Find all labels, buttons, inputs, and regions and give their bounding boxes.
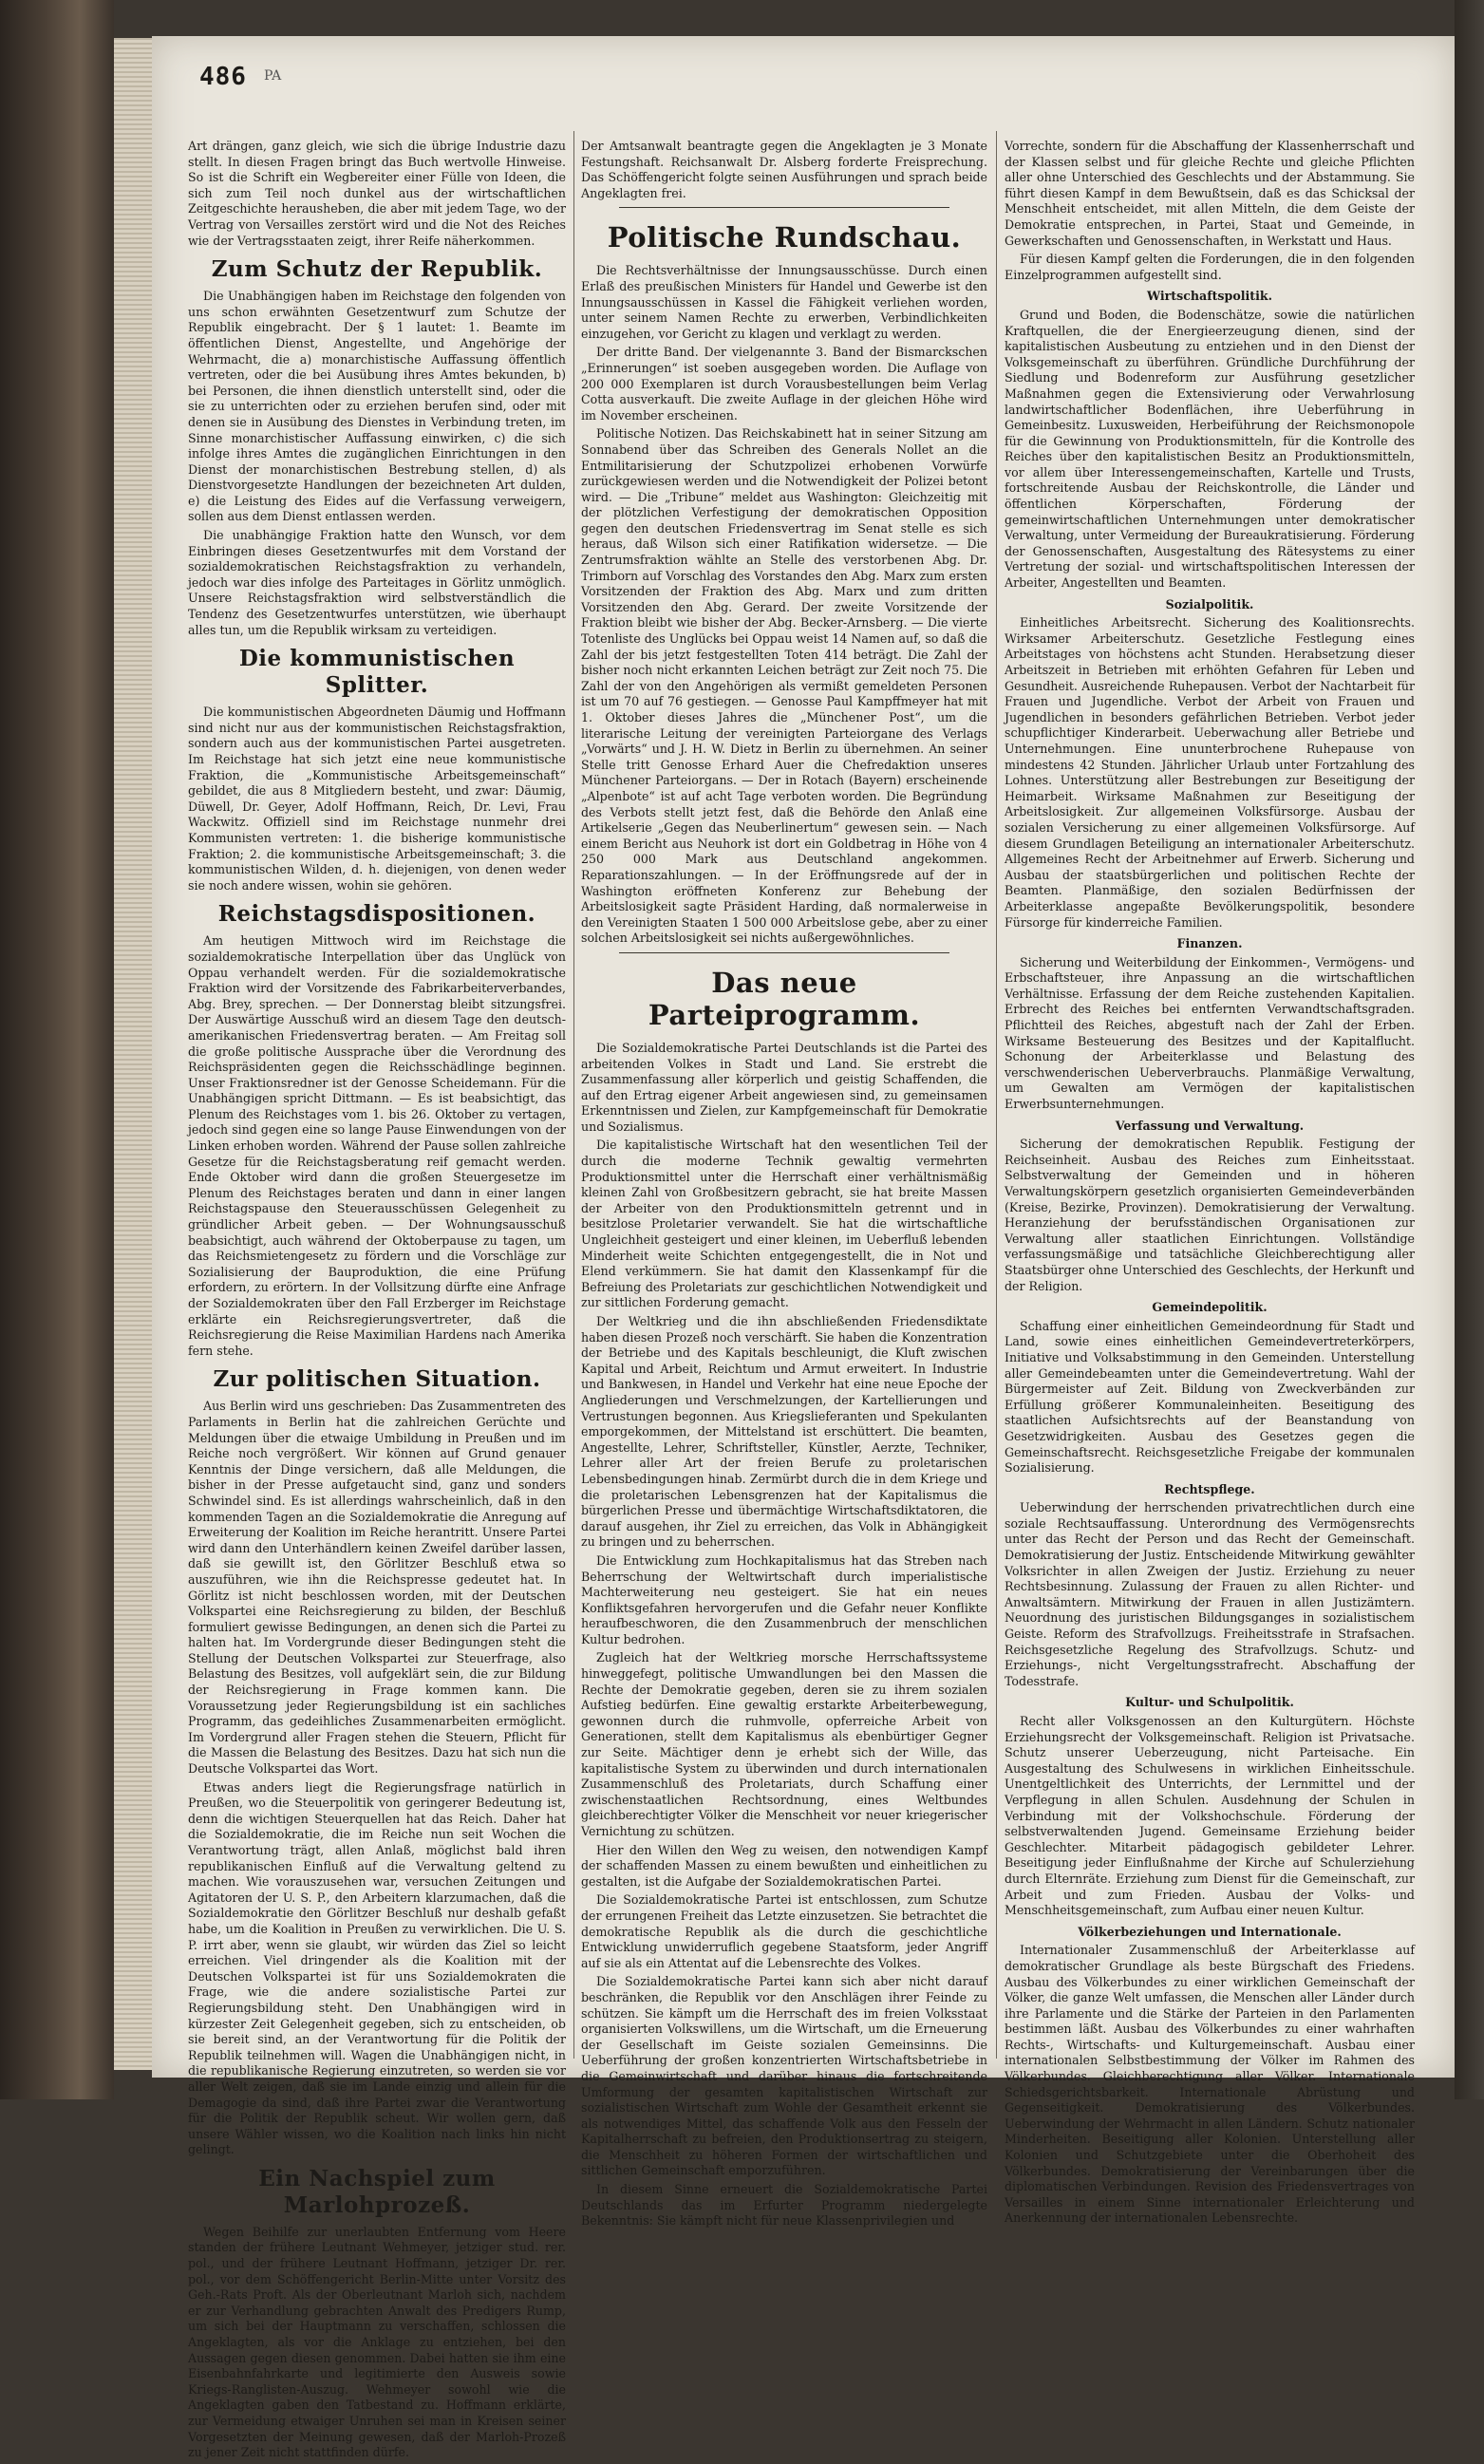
page-stack-edge xyxy=(114,38,152,2070)
paragraph: Die unabhängige Fraktion hatte den Wunsch, vor dem Einbringen dieses Gesetzentwurfes mit dem Vorstand der sozialdemokratischen Reichstagsfraktion zu verhandeln, jedoch war dies infolge des Parteitages in Görlitz unmöglich. Unsere Reichstagsfraktion wird selbstverständlich die Tendenz des Gesetzentwurfes unterstützen, wie überhaupt alles tun, um die Republik wirksam zu verteidigen. xyxy=(188,528,566,637)
paragraph: Aus Berlin wird uns geschrieben: Das Zusammentreten des Parlaments in Berlin hat die zahlreichen Gerüchte und Meldungen über die etwaige Umbildung in Preußen und im Reiche noch vergrößert. Wir können auf Grund genauer Kenntnis der Dinge versichern, daß alle Meldungen, die bisher in der Presse aufgetaucht sind, ganz und sonders Schwindel sind. Es ist allerdings wahrscheinlich, daß in den kommenden Tagen an die Sozialdemokratie die Anregung auf Erweiterung der Koalition im Reiche herantritt. Unsere Partei wird dann den Unterhändlern keinen Zweifel darüber lassen, daß sie gewillt ist, den Görlitzer Beschluß etwa so auszuführen, wie ihn die Reichspresse gedeutet hat. In Görlitz ist nicht beschlossen worden, mit der Deutschen Volkspartei eine Reichsregierung zu bilden, der Beschluß formuliert gewisse Bedingungen, an denen sich die Partei zu halten hat. Im Vordergrunde dieser Bedingungen steht die Stellung der Deutschen Volkspartei zur Steuerfrage, also Belastung des Besitzes, voll aufgeklärt sein, die zur Bildung der Reichsregierung in Frage kommen kann. Die Voraussetzung jeder Regierungsbildung ist ein sachliches Programm, das gedeihliches Zusammenarbeiten ermöglicht. Im Vordergrund aller Fragen stehen die Steuern, Pflicht für die Massen die Belastung des Besitzes. Dazu hat sich nun die Deutsche Volkspartei das Wort. xyxy=(188,1399,566,1777)
headline-neues-parteiprogramm: Das neue Parteiprogramm. xyxy=(648,966,921,1031)
paragraph: Der Amtsanwalt beantragte gegen die Angeklagten je 3 Monate Festungshaft. Reichsanwalt Dr. Alsberg forderte Freisprechung. Das Schöffengericht folgte seinen Ausführungen und sprach beide Angeklagten frei. xyxy=(581,139,987,200)
paragraph: Die Unabhängigen haben im Reichstage den folgenden von uns schon erwähnten Gesetzentwurf zum Schutze der Republik eingebracht. Der § 1 lautet: 1. Beamte im öffentlichen Dienst, Angestellte, und Angehörige der Wehrmacht, die a) monarchistische Auffassung öffentlich vertreten, oder die bei Ausübung ihres Amtes bekunden, b) bei Personen, die ihnen dienstlich unterstellt sind, oder die sie zu unterrichten oder zu erziehen berufen sind, oder mit denen sie in Ausübung des Dienstes in Verbindung treten, im Sinne monarchistischer Auffassung einwirken, c) die sich infolge ihres Amtes die zugänglichen Einrichtungen in den Dienst der monarchistischen Bestrebung stellen, d) als Dienstvorgesetzte Handlungen der bezeichneten Art dulden, e) die Leistung des Eides auf die Verfassung verweigern, sollen aus dem Dienst entlassen werden. xyxy=(188,289,566,524)
subheading-rechtspflege: Rechtspflege. xyxy=(1164,1481,1255,1496)
paragraph: In diesem Sinne erneuert die Sozialdemokratische Partei Deutschlands das im Erfurter Programm niedergelegte Bekenntnis: Sie kämpft nicht für neue Klassenprivilegien und xyxy=(581,2182,987,2229)
paragraph: Internationaler Zusammenschluß der Arbeiterklasse auf demokratischer Grundlage als beste Bürgschaft des Friedens. Ausbau des Völkerbundes zu einer wirklichen Gemeinschaft der Völker, die ganze Welt umfassen, die Menschen aller Länder durch ihre Parlamente und die Stärke der Parteien in den Parlamenten bestimmen läßt. Ausbau des Völkerbundes zu einer wahrhaften Rechts-, Wirtschafts- und Kulturgemeinschaft. Ausbau einer internationalen Selbstbestimmung der Völker im Rahmen des Völkerbundes. Gleichberechtigung aller Völker. Internationale Schiedsgerichtsbarkeit. Internationale Abrüstung und Gegenseitigkeit. Demokratisierung des Völkerbundes. Ueberwindung der Wehrmacht in allen Ländern. Schutz nationaler Minderheiten. Beseitigung aller Kolonien. Unterstellung aller Kolonien und Schutzgebiete unter die Oberhoheit des Völkerbundes. Demokratisierung der Vereinbarungen über die diplomatischen Verbindungen. Revision des Friedensvertrages von Versailles in einem Sinne internationaler Erleichterung und Anerkennung der internationalen Lebensrechte. xyxy=(1005,1943,1415,2226)
column-rule xyxy=(996,131,997,2059)
page-number: 486 xyxy=(199,63,247,91)
subheading-verfassung: Verfassung und Verwaltung. xyxy=(1115,1118,1305,1133)
paragraph: Die Sozialdemokratische Partei kann sich aber nicht darauf beschränken, die Republik vor den Anschlägen ihrer Feinde zu schützen. Sie kämpft um die Herrschaft des im freien Volksstaat organisierten Volkswillens, um die Wirtschaft, um die Erneuerung der Gesellschaft im Geiste sozialen Gemeinsinns. Die Ueberführung der großen konzentrierten Wirtschaftsbetriebe in die Gemeinwirtschaft und darüber hinaus die fortschreitende Umformung der gesamten kapitalistischen Wirtschaft zur sozialistischen Wirtschaft zum Wohle der Gesamtheit erkennt sie als notwendiges Mittel, das schaffende Volk aus den Fesseln der Kapitalherrschaft zu befreien, den Produktionsertrag zu steigern, die Menschheit zu höheren Formen der wirtschaftlichen und sittlichen Gemeinschaft emporzuführen. xyxy=(581,1974,987,2178)
paragraph: Wegen Beihilfe zur unerlaubten Entfernung vom Heere standen der frühere Leutnant Wehmeyer, jetziger stud. rer. pol., und der frühere Leutnant Hoffmann, jetziger Dr. rer. pol., vor dem Schöffengericht Berlin-Mitte unter Vorsitz des Geh.-Rats Proft. Als der Oberleutnant Marloh sich, nachdem er zur Verhandlung gebrachten Anwalt des Predigers Rump, um sich bei der Hauptmann zu verschaffen, schlossen die Angeklagten, als vor die Anklage zu entziehen, bei den Aussagen gegen diesen genommen. Dabei hatten sie ihm eine Eisenbahnfahrkarte und legitimierte den Ausweis sowie Kriegs-Ranglisten-Auszug. Wehmeyer sowohl wie die Angeklagten gaben den Tatbestand zu. Hoffmann erklärte, zur Vermeidung etwaiger Unruhen sei man in Kreisen seiner Vorgesetzten der Meinung gewesen, daß der Marloh-Prozeß zu jener Zeit nicht stattfinden dürfe. xyxy=(188,2224,566,2460)
paragraph: Art drängen, ganz gleich, wie sich die übrige Industrie dazu stellt. In diesen Fragen bringt das Buch wertvolle Hinweise. So ist die Schrift ein Wegbereiter einer Fülle von Ideen, die sich zum Teil noch dunkel aus der wirtschaftlichen Zeitgeschichte herausheben, die aber mit jedem Tage, wo der Vertrag von Versailles zerstört wird und die Not des Reiches wie der Vertragsstaaten zeigt, ihrer Reife näherkommen. xyxy=(188,139,566,248)
headline-nachspiel-marlohprozess: Ein Nachspiel zum Marlohprozeß. xyxy=(258,2165,496,2218)
book-binding xyxy=(0,0,114,2099)
column-3 xyxy=(1005,139,1415,2229)
paragraph: Grund und Boden, die Bodenschätze, sowie die natürlichen Kraftquellen, die der Energieerzeugung dienen, sind der kapitalistischen Ausbeutung zu entziehen und in den Dienst der Volksgemeinschaft zu überführen. Gründliche Durchführung der Siedlung und Bodenreform zur Ausführung gesetzlicher Maßnahmen gegen die Extensivierung oder Verwahrlosung landwirtschaftlicher Bodenflächen, ihre Ueberführung in Gemeinbesitz. Luxusweiden, Herbeiführung der Reichsmonopole für die Gewinnung von Produktionsmitteln, für die Kontrolle des Reiches über den kapitalistischen Besitz an Produktionsmitteln, vor allem über Interessengemeinschaften, Kartelle und Trusts, fortschreitende Ausbau der Reichskontrolle, die Länder und öffentlichen Körperschaften, Förderung der gemeinwirtschaftlichen Unternehmungen unter demokratischer Verwaltung, unter Vermeidung der Bureaukratisierung. Förderung der Genossenschaften, Ausgestaltung des Rätesystems zu einer Vertretung der sozial- und wirtschaftspolitischen Interessen der Arbeiter, Angestellten und Beamten. xyxy=(1005,307,1415,591)
paragraph: Etwas anders liegt die Regierungsfrage natürlich in Preußen, wo die Steuerpolitik von geringerer Bedeutung ist, denn die wichtigen Steuerquellen hat das Reich. Daher hat die Sozialdemokratie, die im Reiche nun seit Wochen die Verantwortung trägt, allen Anlaß, möglichst bald ihren republikanischen Einfluß auf die Verwaltung geltend zu machen. Wie vorauszusehen war, versuchen Zeitungen und Agitatoren der U. S. P., den Arbeitern klarzumachen, daß die Sozialdemokratie den Görlitzer Beschluß nur deshalb gefaßt habe, um die Koalition in Preußen zu verwirklichen. Die U. S. P. irrt aber, wenn sie glaubt, wir würden das Ziel so leicht erreichen. Viel dringender als die Koalition mit der Deutschen Volkspartei ist für uns Sozialdemokraten die Frage, wie die andere sozialistische Partei zur Regierungsbildung steht. Den Unabhängigen wird in kürzester Zeit Gelegenheit gegeben, sich zu entscheiden, ob sie bereit sind, an der Verantwortung für die Politik der Republik teilnehmen will. Wagen die Unabhängigen nicht, in die republikanische Regierung einzutreten, so werden sie vor aller Welt zeigen, daß sie im Lande einzig und allein für die Demagogie da sind, daß ihre Partei zwar die Verantwortung für die Politik der Republik scheut. Wir wollen gern, daß unsere Wähler wissen, wo die Koalition nach links hin nicht gelingt. xyxy=(188,1779,566,2157)
headline-schutz-republik: Zum Schutz der Republik. xyxy=(211,256,543,283)
paragraph: Schaffung einer einheitlichen Gemeindeordnung für Stadt und Land, sowie eines einheitlichen Gemeindevertreterkörpers, Initiative und Volksabstimmung in den Gemeinden. Unterstellung aller Gemeindebeamten unter die Gemeindevertretung. Wahl der Bürgermeister auf Zeit. Bildung von Zweckverbänden zur Erfüllung größerer Kommunaleinheiten. Beseitigung des staatlichen Aufsichtsrechts auf der Beanstandung von Gesetzwidrigkeiten. Ausbau des Gesetzes gegen die Gemeinschaftsrecht. Reichsgesetzliche Freigabe der kommunalen Sozialisierung. xyxy=(1005,1318,1415,1476)
section-divider xyxy=(619,952,949,953)
paragraph: Am heutigen Mittwoch wird im Reichstage die sozialdemokratische Interpellation über das Unglück von Oppau verhandelt werden. Für die sozialdemokratische Fraktion wird der Vorsitzende des Fabrikarbeiterverbandes, Abg. Brey, sprechen. — Der Donnerstag bleibt sitzungsfrei. Der Auswärtige Ausschuß wird an diesem Tage den deutsch-amerikanischen Friedensvertrag beraten. — Am Freitag soll die große politische Aussprache über die Verordnung des Reichspräsidenten gegen die Reichsschädlinge beginnen. Unser Fraktionsredner ist der Genosse Scheidemann. Für die Unabhängigen spricht Dittmann. — Es ist beabsichtigt, das Plenum des Reichstages vom 1. bis 26. Oktober zu vertagen, jedoch sind gegen eine so lange Pause Einwendungen von der Linken erhoben worden. Während der Pause sollen zahlreiche Gesetze für die Reichstagsberatung reif gemacht werden. Ende Oktober wird dann die großen Steuergesetze im Plenum des Reichstages beraten und dann in einer langen Reichstagspause den Steuerausschüssen Gelegenheit zu gründlicher Arbeit geben. — Der Wohnungsausschuß beabsichtigt, auch während der Oktoberpause zu tagen, um das Reichsmietengesetz zu fördern und die Vorschläge zur Sozialisierung der Bauproduktion, die eine Prüfung erfordern, zu erörtern. In der Vollsitzung dürfte eine Anfrage der Sozialdemokraten über den Fall Erzberger im Reichstage erklärte ein Reichsregierungsvertreter, daß die Reichsregierung die Reise Maximilian Hardens nach Amerika fern stehe. xyxy=(188,933,566,1358)
paragraph: Der Weltkrieg und die ihn abschließenden Friedensdiktate haben diesen Prozeß noch verschärft. Sie haben die Konzentration der Betriebe und des Kapitals beschleunigt, die Kluft zwischen Kapital und Arbeit, Reichtum und Armut erweitert. In Industrie und Bankwesen, in Handel und Verkehr hat eine neue Epoche der Angliederungen und Verschmelzungen, der Kartellierungen und Vertrustungen begonnen. Aus Kriegslieferanten und Spekulanten emporgekommen, der Mittelstand ist erschüttert. Die beamten, Angestellte, Lehrer, Schriftsteller, Künstler, Aerzte, Techniker, Lehrer aller Art der freien Berufe zu proletarischen Lebensbedingungen hinab. Zermürbt durch die in dem Kriege und die proletarischen Lebensgrenzen hat der Kapitalismus die bürgerlichen Presse und übermächtige Wirtschaftsdiktatoren, die darauf ausgehen, ihr Ziel zu erreichen, das Volk in Abhängigkeit zu bringen und zu beherrschen. xyxy=(581,1314,987,1550)
headline-reichstagsdispositionen: Reichstagsdispositionen. xyxy=(217,901,536,928)
paragraph: Die kommunistischen Abgeordneten Däumig und Hoffmann sind nicht nur aus der kommunistischen Reichstagsfraktion, sondern auch aus der kommunistischen Partei ausgetreten. Im Reichstage hat sich jetzt eine neue kommunistische Fraktion, die „Kommunistische Arbeitsgemeinschaft“ gebildet, die aus 8 Mitgliedern besteht, und zwar: Däumig, Düwell, Dr. Geyer, Adolf Hoffmann, Reich, Dr. Levi, Frau Wackwitz. Offiziell sind im Reichstage nunmehr drei Kommunisten vertreten: 1. die bisherige kommunistische Fraktion; 2. die kommunistische Arbeitsgemeinschaft; 3. die kommunistischen Wilden, d. h. diejenigen, von denen weder sie noch andere wissen, wohin sie gehören. xyxy=(188,705,566,893)
paragraph: Einheitliches Arbeitsrecht. Sicherung des Koalitionsrechts. Wirksamer Arbeiterschutz. Gesetzliche Festlegung eines Arbeitstages von höchstens acht Stunden. Herabsetzung dieser Arbeitszeit in Betrieben mit erhöhten Gefahren für Leben und Gesundheit. Ausreichende Ruhepausen. Verbot der Nachtarbeit für Frauen und Jugendliche. Verbot der Arbeit von Frauen und Jugendlichen in besonders gefährlichen Betrieben. Verbot jeder schupflichtiger Kinderarbeit. Ueberwachung aller Betriebe und Unternehmungen. Eine ununterbrochene Ruhepause von mindestens 42 Stunden. Jährlicher Urlaub unter Fortzahlung des Lohnes. Unterstützung aller Bestrebungen zur Beseitigung der Heimarbeit. Wirksame Maßnahmen zur Beseitigung der Arbeitslosigkeit. Zur allgemeinen Volksfürsorge. Ausbau der sozialen Versicherung zu einer allgemeinen Volksfürsorge. Auf diesem Grundlagen Beteiligung an internationaler Arbeiterschutz. Allgemeines Recht der Arbeitnehmer auf Erwerb. Sicherung und Ausbau der staatsbürgerlichen und politischen Rechte der Beamten. Planmäßige, den sozialen Bedürfnissen der Arbeiterklasse angepaßte Bevölkerungspolitik, besondere Fürsorge für kinderreiche Familien. xyxy=(1005,615,1415,930)
paragraph: Hier den Willen den Weg zu weisen, den notwendigen Kampf der schaffenden Massen zu einem bewußten und einheitlichen zu gestalten, ist die Aufgabe der Sozialdemokratischen Partei. xyxy=(581,1842,987,1889)
subheading-finanzen: Finanzen. xyxy=(1176,936,1243,951)
subheading-gemeindepolitik: Gemeindepolitik. xyxy=(1152,1300,1268,1315)
subheading-voelkerbeziehungen: Völkerbeziehungen und Internationale. xyxy=(1078,1924,1342,1939)
paragraph: Sicherung der demokratischen Republik. Festigung der Reichseinheit. Ausbau des Reiches zum Einheitsstaat. Selbstverwaltung der Gemeinden und in höheren Verwaltungskörpern gesetzlich organisierten Gemeindeverbänden (Kreise, Bezirke, Provinzen). Demokratisierung der Verwaltung. Heranziehung der berufsständischen Organisationen zur Verwaltung aller staatlichen Einrichtungen. Vollständige verfassungsmäßige und tatsächliche Gleichberechtigung aller Staatsbürger ohne Unterschied des Geschlechts, der Herkunft und der Religion. xyxy=(1005,1137,1415,1293)
paragraph: Für diesen Kampf gelten die Forderungen, die in den folgenden Einzelprogrammen aufgestellt sind. xyxy=(1005,252,1415,282)
page-annotation: PA xyxy=(264,68,282,84)
column-2 xyxy=(581,139,987,2232)
paragraph: Vorrechte, sondern für die Abschaffung der Klassenherrschaft und der Klassen selbst und für gleiche Rechte und gleiche Pflichten aller ohne Unterschied des Geschlechts und der Abstammung. Sie führt diesen Kampf in dem Bewußtsein, daß es das Schicksal der Menschheit entscheidet, mit allen Mitteln, die dem Geiste der Demokratie entsprechen, in Partei, Staat und Gemeinde, in Gewerkschaften und Genossenschaften, in Werkstatt und Haus. xyxy=(1005,139,1415,248)
headline-kommunistische-splitter: Die kommunistischen Splitter. xyxy=(238,646,516,699)
newspaper-page xyxy=(152,36,1455,2460)
paragraph: Die Entwicklung zum Hochkapitalismus hat das Streben nach Beherrschung der Weltwirtschaft durch imperialistische Machterweiterung neu gesteigert. Sie hat ein neues Konfliktsgefahren hervorgerufen und die Gefahr neuer Konflikte heraufbeschworen, die den Zusammenbruch der menschlichen Kultur bedrohen. xyxy=(581,1552,987,1646)
paragraph: Die Rechtsverhältnisse der Innungsausschüsse. Durch einen Erlaß des preußischen Ministers für Handel und Gewerbe ist den Innungsausschüssen in Kassel die Fähigkeit verliehen worden, unter seinem Namen Rechte zu erwerben, Verbindlichkeiten einzugehen, vor Gericht zu klagen und verklagt zu werden. xyxy=(581,263,987,341)
section-divider xyxy=(619,207,949,208)
paragraph: Die Sozialdemokratische Partei ist entschlossen, zum Schutze der errungenen Freiheit das Letzte einzusetzen. Sie betrachtet die demokratische Republik als die durch die geschichtliche Entwicklung unwiderruflich gegebene Staatsform, jeder Angriff auf sie als ein Attentat auf die Lebensrechte des Volkes. xyxy=(581,1892,987,1970)
headline-politische-rundschau: Politische Rundschau. xyxy=(607,221,962,254)
column-rule xyxy=(573,131,574,2059)
paragraph: Zugleich hat der Weltkrieg morsche Herrschaftssysteme hinweggefegt, politische Umwandlungen bei den Massen die Rechte der Demokratie gegeben, deren sie zu ihrem sozialen Aufstieg bedürfen. Eine gewaltig erstarkte Arbeiterbewegung, gewonnen durch die ruhmvolle, opferreiche Arbeit von Generationen, stellt dem Kapitalismus als ebenbürtiger Gegner zur Seite. Mächtiger denn je erhebt sich der Wille, das kapitalistische System zu überwinden und durch internationalen Zusammenschluß des Proletariats, durch Schaffung einer zwischenstaatlichen Rechtsordnung, eines Weltbundes gleichberechtigter Völker die Menschheit vor neuer kriegerischer Vernichtung zu schützen. xyxy=(581,1650,987,1838)
subheading-kulturpolitik: Kultur- und Schulpolitik. xyxy=(1125,1695,1294,1710)
paragraph: Sicherung und Weiterbildung der Einkommen-, Vermögens- und Erbschaftsteuer, ihre Anpassung an die wirtschaftlichen Verhältnisse. Erfassung der dem Reiche zustehenden Kapitalien. Erbrecht des Reiches bei entfernten Verwandtschaftsgraden. Pflichtteil des Reiches, abgestuft nach der Zahl der Erben. Wirksame Besteuerung des Besitzes und der Kapitalflucht. Schonung der Arbeiterklasse und Belastung des verschwenderischen Ueberverbrauchs. Planmäßige Verwaltung, um Gewalten am Vermögen der kapitalistischen Erwerbsunternehmungen. xyxy=(1005,954,1415,1112)
paragraph: Der dritte Band. Der vielgenannte 3. Band der Bismarckschen „Erinnerungen“ ist soeben ausgegeben worden. Die Auflage von 200 000 Exemplaren ist durch Vorausbestellungen beim Verlag Cotta ausverkauft. Die zweite Auflage in der gleichen Höhe wird im November erscheinen. xyxy=(581,345,987,423)
paragraph: Recht aller Volksgenossen an den Kulturgütern. Höchste Erziehungsrecht der Volksgemeinschaft. Religion ist Privatsache. Schutz unserer Ueberzeugung, nicht Parteisache. Ein Ausgestaltung des Schulwesens in wirklichen Einheitsschule. Unentgeltlichkeit des Unterrichts, der Lernmittel und der Verpflegung in allen Schulen. Ausdehnung der Schulen in Verbindung mit der Volkshochschule. Förderung der selbstverwaltenden Jugend. Gemeinsame Erziehung beider Geschlechter. Mitarbeit pädagogisch gebildeter Lehrer. Beseitigung jeder Einflußnahme der Kirche auf Schulerziehung durch Elternräte. Erziehung zum Dienst für die Gemeinschaft, zur Arbeit und zum Frieden. Ausbau der Volks- und Menschheitsgemeinschaft, zum Aufbau einer neuen Kultur. xyxy=(1005,1714,1415,1918)
column-1 xyxy=(188,139,566,2464)
headline-politische-situation: Zur politischen Situation. xyxy=(213,1366,541,1393)
paragraph: Die Sozialdemokratische Partei Deutschlands ist die Partei des arbeitenden Volkes in Stadt und Land. Sie erstrebt die Zusammenfassung aller körperlich und geistig Schaffenden, die auf den Ertrag eigener Arbeit angewiesen sind, zu gemeinsamen Erkenntnissen und Zielen, zur Kampfgemeinschaft für Demokratie und Sozialismus. xyxy=(581,1040,987,1134)
subheading-wirtschaftspolitik: Wirtschaftspolitik. xyxy=(1146,289,1273,304)
subheading-sozialpolitik: Sozialpolitik. xyxy=(1165,596,1254,611)
right-margin-shadow xyxy=(1455,0,1484,2099)
paragraph: Die kapitalistische Wirtschaft hat den wesentlichen Teil der durch die moderne Technik gewaltig vermehrten Produktionsmittel unter die Herrschaft einer verhältnismäßig kleinen Zahl von Großbesitzern gebracht, sie hat breite Massen der Arbeiter von den Produktionsmitteln getrennt und in besitzlose Proletarier verwandelt. Sie hat die wirtschaftliche Ungleichheit gesteigert und einer kleinen, im Ueberfluß lebenden Minderheit weite Schichten entgegengestellt, die in Not und Elend verkümmern. Sie hat damit den Klassenkampf für die Befreiung des Proletariats zur geschichtlichen Notwendigkeit und zur sittlichen Forderung gemacht. xyxy=(581,1138,987,1310)
paragraph: Politische Notizen. Das Reichskabinett hat in seiner Sitzung am Sonnabend über das Schreiben des Generals Nollet an die Entmilitarisierung der Schutzpolizei erhobenen Vorwürfe zurückgewiesen werden und die Notwendigkeit der Polizei betont wird. — Die „Tribune“ meldet aus Washington: Gleichzeitig mit der plötzlichen Verfestigung der demokratischen Opposition gegen den deutschen Friedensvertrag im Senat stelle es sich heraus, daß Wilson sich einer Ratifikation widersetze. — Die Zentrumsfraktion wählte an Stelle des verstorbenen Abg. Dr. Trimborn auf Vorschlag des Vorstandes den Abg. Marx zum ersten Vorsitzenden der Fraktion des Abg. Marx und zum dritten Vorsitzenden den Abg. Gerard. Der zweite Vorsitzende der Fraktion bleibt wie bisher der Abg. Becker-Arnsberg. — Die vierte Totenliste des Unglücks bei Oppau weist 14 Namen auf, so daß die Zahl der bis jetzt festgestellten Toten 414 beträgt. Die Zahl der bisher noch nicht erkannten Leichen beträgt zur Zeit noch 75. Die Zahl der von den Angehörigen als vermißt gemeldeten Personen ist um 70 auf 76 gestiegen. — Genosse Paul Kampffmeyer hat mit 1. Oktober dieses Jahres die „Münchener Post“, um die literarische Leitung der vereinigten Parteiorgane des Verlags „Vorwärts“ und J. H. W. Dietz in Berlin zu übernehmen. An seiner Stelle tritt Genosse Erhard Auer die Chefredaktion unseres Münchener Parteiorgans. — Der in Rotach (Bayern) erscheinende „Alpenbote“ ist auf acht Tage verboten worden. Die Begründung des Verbots stellt jetzt fest, daß die Behörde den Anlaß eine Artikelserie „Gegen das Neuberlinertum“ gewesen sein. — Nach einem Bericht aus Neuhork ist dort ein Goldbetrag in Höhe von 4 250 000 Mark aus Deutschland angekommen. Reparationszahlungen. — In der Eröffnungsrede auf der in Washington eröffneten Konferenz zur Behebung der Arbeitslosigkeit sagte Präsident Harding, daß normalerweise in den Vereinigten Staaten 1 500 000 Arbeitslose gebe, aber zu einer solchen Arbeitslosigkeit sei nichts außergewöhnliches. xyxy=(581,426,987,946)
paragraph: Ueberwindung der herrschenden privatrechtlichen durch eine soziale Rechtsauffassung. Unterordnung des Vermögensrechts unter das Recht der Person und das Recht der Gemeinschaft. Demokratisierung der Justiz. Entscheidende Mitwirkung gewählter Volksrichter in allen Zweigen der Justiz. Erziehung zu neuer Rechtsbesinnung. Zulassung der Frauen zu allen Richter- und Anwaltsämtern. Mitwirkung der Frauen in allen Justizämtern. Neuordnung des juristischen Bildungsganges in sozialistischem Geiste. Reform des Strafvollzugs. Freiheitsstrafe in Strafsachen. Reichsgesetzliche Regelung des Strafvollzugs. Schutz- und Erziehungs-, nicht Vergeltungsstrafrecht. Abschaffung der Todesstrafe. xyxy=(1005,1500,1415,1688)
